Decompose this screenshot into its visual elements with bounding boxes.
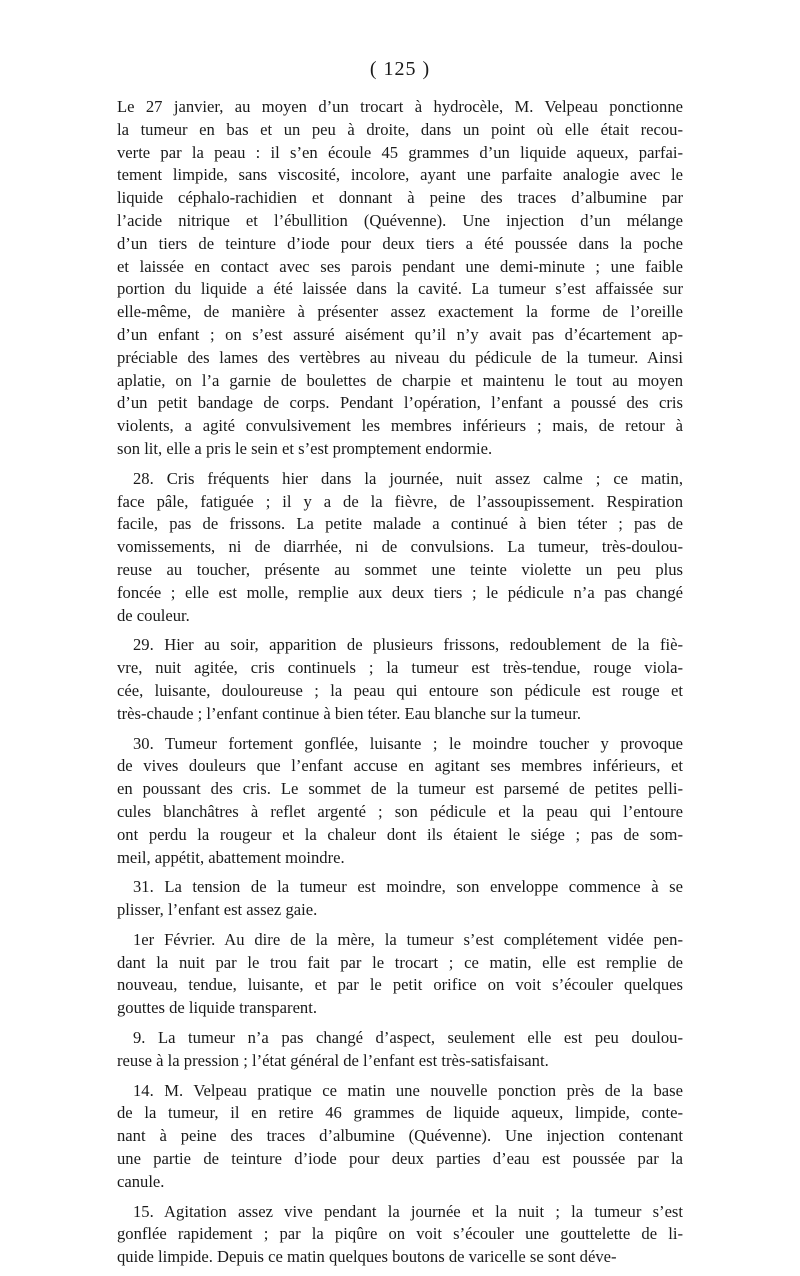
text-line: préciable des lames des vertèbres au niveau du pédicule de la tumeur. Ainsi	[117, 347, 683, 367]
text-line: gouttes de liquide transparent.	[117, 998, 317, 1018]
text-line: reuse au toucher, présente au sommet une teinte violette un peu plus	[117, 559, 683, 579]
text-line: facile, pas de frissons. La petite malade a continué à bien téter ; pas de	[117, 514, 683, 534]
paragraph	[117, 876, 683, 922]
text-line: tement limpide, sans viscosité, incolore, ayant une parfaite analogie avec le	[117, 165, 683, 185]
text-line: vomissements, ni de diarrhée, ni de convulsions. La tumeur, très-doulou-	[117, 537, 683, 557]
text-body	[117, 96, 683, 1276]
text-line: nant à peine des traces d’albumine (Quévenne). Une injection contenant	[117, 1126, 683, 1146]
text-line: plisser, l’enfant est assez gaie.	[117, 900, 318, 920]
text-line: 30. Tumeur fortement gonflée, luisante ; le moindre toucher y provoque	[133, 733, 683, 753]
text-line: 1er Février. Au dire de la mère, la tumeur s’est complétement vidée pen-	[133, 929, 683, 949]
text-line: nouveau, tendue, luisante, et par le petit orifice on voit s’écouler quelques	[117, 975, 683, 995]
text-line: aplatie, on l’a garnie de boulettes de charpie et maintenu le tout au moyen	[117, 370, 683, 390]
text-line: liquide céphalo-rachidien et donnant à peine des traces d’albumine par	[117, 188, 683, 208]
text-line: vre, nuit agitée, cris continuels ; la tumeur est très-tendue, rouge viola-	[117, 658, 683, 678]
text-line: ont perdu la rougeur et la chaleur dont ils étaient le siége ; pas de som-	[117, 824, 683, 844]
text-line: une partie de teinture d’iode pour deux parties d’eau est poussée par la	[117, 1149, 683, 1169]
text-line: l’acide nitrique et l’ébullition (Quévenne). Une injection d’un mélange	[117, 210, 683, 230]
text-line: d’un tiers de teinture d’iode pour deux tiers a été poussée dans la poche	[117, 233, 683, 253]
text-line: cée, luisante, douloureuse ; la peau qui entoure son pédicule est rouge et	[117, 680, 683, 700]
text-line: 31. La tension de la tumeur est moindre, son enveloppe commence à se	[133, 877, 683, 897]
text-line: de la tumeur, il en retire 46 grammes de liquide aqueux, limpide, conte-	[117, 1103, 683, 1123]
page-number: ( 125 )	[369, 58, 431, 80]
text-line: gonflée rapidement ; par la piqûre on voit s’écouler une gouttelette de li-	[117, 1224, 683, 1244]
text-line: d’un enfant ; on s’est assuré aisément qu’il n’y avait pas d’écartement ap-	[117, 324, 683, 344]
paragraph	[117, 634, 683, 725]
text-line: Le 27 janvier, au moyen d’un trocart à hydrocèle, M. Velpeau ponctionne	[117, 97, 683, 116]
text-line: d’un petit bandage de corps. Pendant l’opération, l’enfant a poussé des cris	[117, 393, 683, 413]
paragraph	[117, 929, 683, 1020]
text-line: violents, a agité convulsivement les membres inférieurs ; mais, de retour à	[117, 416, 683, 436]
text-line: 29. Hier au soir, apparition de plusieurs frissons, redoublement de la fiè-	[133, 635, 683, 655]
text-line: 9. La tumeur n’a pas changé d’aspect, seulement elle est peu doulou-	[133, 1028, 683, 1048]
text-line: portion du liquide a été laissée dans la cavité. La tumeur s’est affaissée sur	[117, 279, 683, 299]
paragraph	[117, 733, 683, 870]
paragraph	[117, 468, 683, 628]
text-line: la tumeur en bas et un peu à droite, dans un point où elle était recou-	[117, 119, 683, 139]
paragraph	[117, 1080, 683, 1194]
text-line: 15. Agitation assez vive pendant la journée et la nuit ; la tumeur s’est	[133, 1201, 683, 1221]
text-line: dant la nuit par le trou fait par le trocart ; ce matin, elle est remplie de	[117, 952, 683, 972]
text-line: cules blanchâtres à reflet argenté ; son pédicule et la peau qui l’entoure	[117, 801, 683, 821]
text-line: très-chaude ; l’enfant continue à bien téter. Eau blanche sur la tumeur.	[117, 703, 581, 723]
text-line: verte par la peau : il s’en écoule 45 grammes d’un liquide aqueux, parfai-	[117, 142, 683, 162]
text-line: en poussant des cris. Le sommet de la tumeur est parsemé de petites pelli-	[117, 779, 683, 799]
text-line: quide limpide. Depuis ce matin quelques boutons de varicelle se sont déve-	[117, 1247, 617, 1267]
text-line: de vives douleurs que l’enfant accuse en agitant ses membres inférieurs, et	[117, 756, 683, 776]
paragraph	[117, 1201, 683, 1269]
text-line: face pâle, fatiguée ; il y a de la fièvre, de l’assoupissement. Respiration	[117, 491, 683, 511]
text-line: et laissée en contact avec ses parois pendant une demi-minute ; une faible	[117, 256, 683, 276]
paragraph	[117, 1027, 683, 1073]
text-line: 14. M. Velpeau pratique ce matin une nouvelle ponction près de la base	[133, 1080, 683, 1100]
paragraph	[117, 96, 683, 461]
text-line: de couleur.	[117, 605, 190, 625]
text-line: elle-même, de manière à présenter assez exactement la forme de l’oreille	[117, 302, 683, 322]
text-line: reuse à la pression ; l’état général de l’enfant est très-satisfaisant.	[117, 1050, 549, 1070]
text-line: foncée ; elle est molle, remplie aux deux tiers ; le pédicule n’a pas changé	[117, 582, 683, 602]
text-line: 28. Cris fréquents hier dans la journée, nuit assez calme ; ce matin,	[133, 468, 683, 488]
text-line: meil, appétit, abattement moindre.	[117, 847, 345, 867]
text-line: canule.	[117, 1171, 165, 1191]
text-line: son lit, elle a pris le sein et s’est promptement endormie.	[117, 438, 493, 458]
